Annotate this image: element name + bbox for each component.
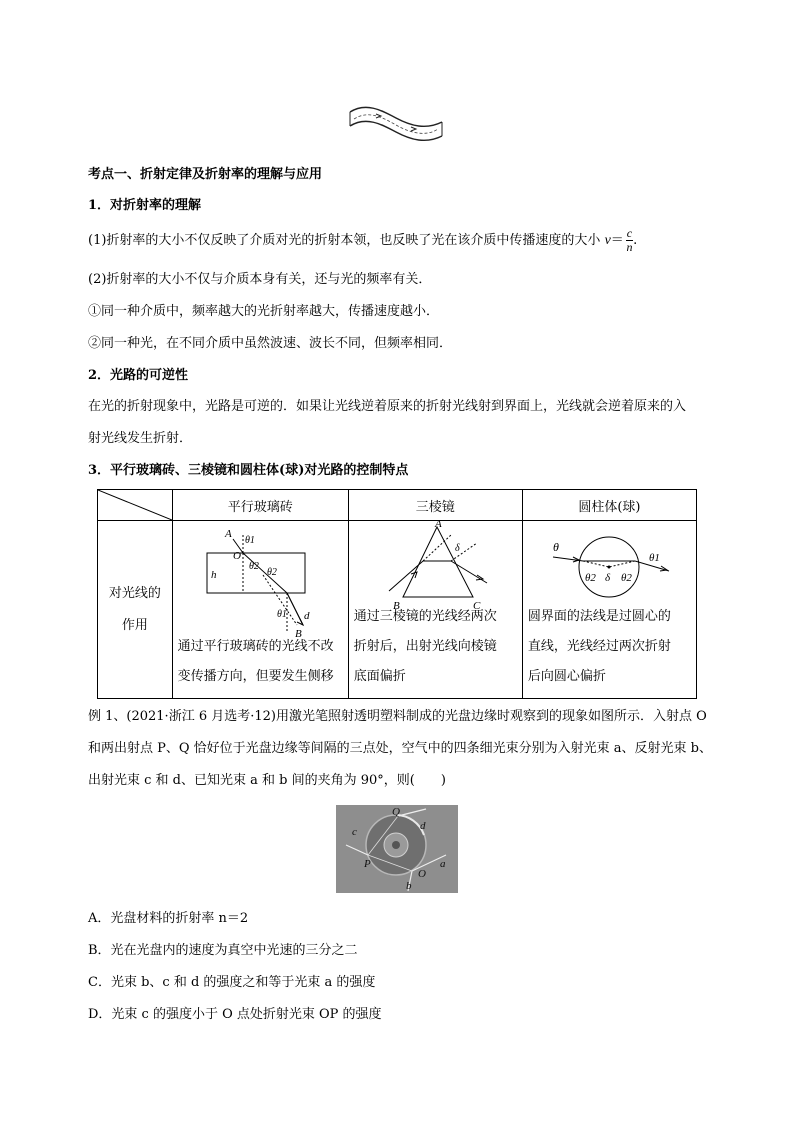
s1-heading: 1．对折射率的理解: [88, 198, 202, 213]
label-cyl-delta: δ: [604, 572, 610, 584]
label-prism-A: A: [434, 521, 442, 530]
label-prism-C: C: [472, 600, 481, 611]
photo-label-b: b: [406, 880, 412, 892]
label-A: A: [224, 528, 232, 540]
label-cyl-theta2-right: θ2: [620, 572, 632, 584]
label-h: h: [210, 569, 217, 581]
disc-photo-drawing: [336, 805, 458, 893]
example-line-2: 和两出射点 P、Q 恰好位于光盘边缘等间隔的三点处，空气中的四条细光束分别为入射光束 a、反射光束 b、: [88, 741, 713, 756]
label-delta: δ: [454, 543, 460, 554]
s1-p4: ②同一种光，在不同介质中虽然波速、波长不同，但频率相同．: [88, 336, 453, 351]
photo-label-c: c: [352, 826, 357, 838]
option-a: A．光盘材料的折射率 n＝2: [88, 911, 249, 926]
s1-p3: ①同一种介质中，频率越大的光折射率越大，传播速度越小．: [88, 304, 440, 319]
label-theta2-left: θ2: [248, 561, 259, 572]
s3-heading: 3．平行玻璃砖、三棱镜和圆柱体(球)对光路的控制特点: [88, 463, 409, 478]
label-cyl-theta1: θ1: [648, 552, 660, 564]
label-d: d: [303, 610, 310, 622]
glass-slab-diagram: [173, 521, 349, 641]
cylinder-cell: [522, 521, 696, 699]
label-cyl-theta: θ: [552, 540, 559, 554]
label-theta2-right: θ2: [266, 567, 277, 578]
header-glass: 平行玻璃砖: [172, 490, 348, 521]
glass-cell: [172, 521, 348, 699]
prism-diagram: [349, 521, 523, 611]
row-label: 对光线的 作用: [98, 521, 173, 699]
s2-p1: 在光的折射现象中，光路是可逆的．如果让光线逆着原来的折射光线射到界面上，光线就会逆着原来的入: [88, 399, 687, 414]
label-B: B: [294, 628, 302, 640]
label-O: O: [232, 550, 241, 562]
diagonal-line: [98, 490, 172, 520]
prism-cell: [348, 521, 522, 699]
option-b: B．光在光盘内的速度为真空中光速的三分之二: [88, 943, 358, 958]
photo-label-P: P: [364, 858, 371, 870]
fraction-c-over-n: $\frac{c}{n}$: [626, 226, 633, 254]
label-cyl-theta2-left: θ2: [584, 572, 596, 584]
photo-label-O: O: [418, 868, 426, 880]
s2-heading: 2．光路的可逆性: [88, 368, 189, 383]
section-title: 考点一、折射定律及折射率的理解与应用: [88, 167, 323, 182]
cylinder-diagram: [523, 521, 697, 611]
s1-p2: (2)折射率的大小不仅与介质本身有关，还与光的频率有关．: [88, 272, 432, 287]
glass-text: 通过平行玻璃砖的光线不改 变传播方向，但要发生侧移: [177, 639, 334, 684]
option-c: C．光束 b、c 和 d 的强度之和等于光束 a 的强度: [88, 975, 376, 990]
header-prism: 三棱镜: [348, 490, 522, 521]
header-cylinder: 圆柱体(球): [522, 490, 696, 521]
label-theta1-top: θ1: [244, 535, 255, 546]
example-line-3: 出射光束 c 和 d、已知光束 a 和 b 间的夹角为 90°，则( ): [88, 773, 446, 788]
disc-photo: [336, 805, 458, 893]
comparison-table: [97, 489, 697, 699]
s2-p2: 射光线发生折射．: [88, 431, 193, 446]
s1-p1: (1)折射率的大小不仅反映了介质对光的折射本领，也反映了光在该介质中传播速度的大小 v＝ $\frac{c}{n}$ .: [88, 226, 638, 254]
table-corner-cell: [98, 490, 173, 521]
prism-text: 通过三棱镜的光线经两次 折射后，出射光线向棱镜 底面偏折: [353, 609, 497, 684]
photo-label-d: d: [420, 820, 426, 832]
decorative-logo: [346, 100, 446, 148]
cylinder-text: 圆界面的法线是过圆心的 直线，光线经过两次折射 后向圆心偏折: [527, 609, 671, 684]
photo-label-a: a: [440, 858, 446, 870]
label-theta1-bottom: θ1: [276, 609, 287, 620]
option-d: D．光束 c 的强度小于 O 点处折射光束 OP 的强度: [88, 1007, 382, 1022]
photo-label-Q: Q: [392, 806, 400, 818]
label-prism-B: B: [392, 600, 400, 611]
example-line-1: 例 1、(2021·浙江 6 月选考·12)用激光笔照射透明塑料制成的光盘边缘时观察到的现象如图所示．入射点 O: [88, 709, 707, 724]
